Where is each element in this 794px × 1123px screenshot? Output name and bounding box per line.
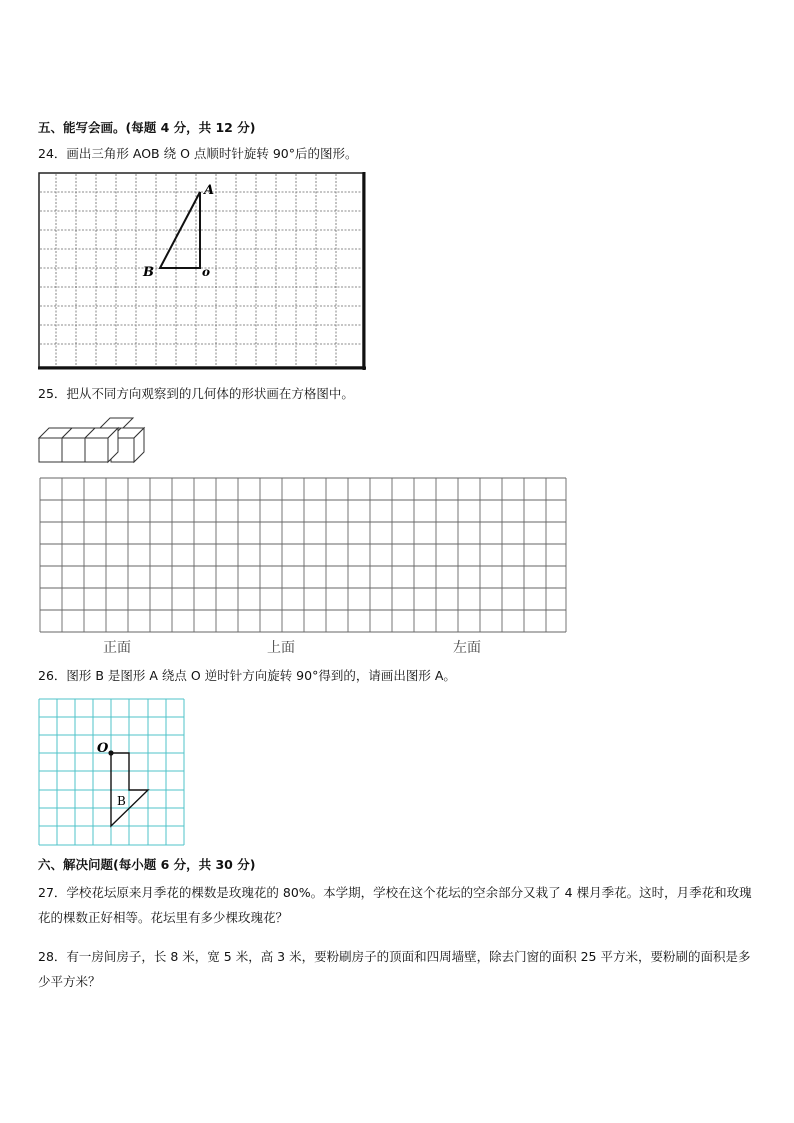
view-label-left: 左面	[453, 640, 481, 656]
cube-solid-figure	[36, 412, 152, 466]
label-o: o	[202, 265, 211, 279]
section-5-heading: 五、能写会画。(每题 4 分，共 12 分)	[38, 120, 256, 135]
view-label-top: 上面	[267, 640, 295, 656]
q24-grid-figure	[36, 170, 370, 374]
question-24-text: 24．画出三角形 AOB 绕 O 点顺时针旋转 90°后的图形。	[38, 146, 358, 161]
label-b: B	[143, 265, 154, 280]
view-label-front: 正面	[103, 640, 131, 656]
section-6-heading: 六、解决问题(每小题 6 分，共 30 分)	[38, 857, 256, 872]
point-o	[108, 750, 113, 755]
q26-label-b: B	[117, 794, 126, 808]
q26-label-o: O	[97, 741, 109, 756]
question-28-text: 28．有一房间房子，长 8 米，宽 5 米，高 3 米，要粉刷房子的顶面和四周墙壁，除去门窗的面积 25 平方米，要粉刷的面积是多少平方米？	[38, 949, 751, 989]
question-25-text: 25．把从不同方向观察到的几何体的形状画在方格图中。	[38, 386, 354, 401]
label-a: A	[204, 183, 215, 198]
question-27-text: 27．学校花坛原来月季花的棵数是玫瑰花的 80%。本学期，学校在这个花坛的空余部分又栽了 4 棵月季花。这时，月季花和玫瑰花的棵数正好相等。花坛里有多少棵玫瑰花？	[38, 885, 752, 925]
q26-grid-figure	[37, 697, 189, 849]
question-26-text: 26．图形 B 是图形 A 绕点 O 逆时针方向旋转 90°得到的，请画出图形 A。	[38, 668, 456, 683]
q25-answer-grid	[36, 476, 570, 636]
